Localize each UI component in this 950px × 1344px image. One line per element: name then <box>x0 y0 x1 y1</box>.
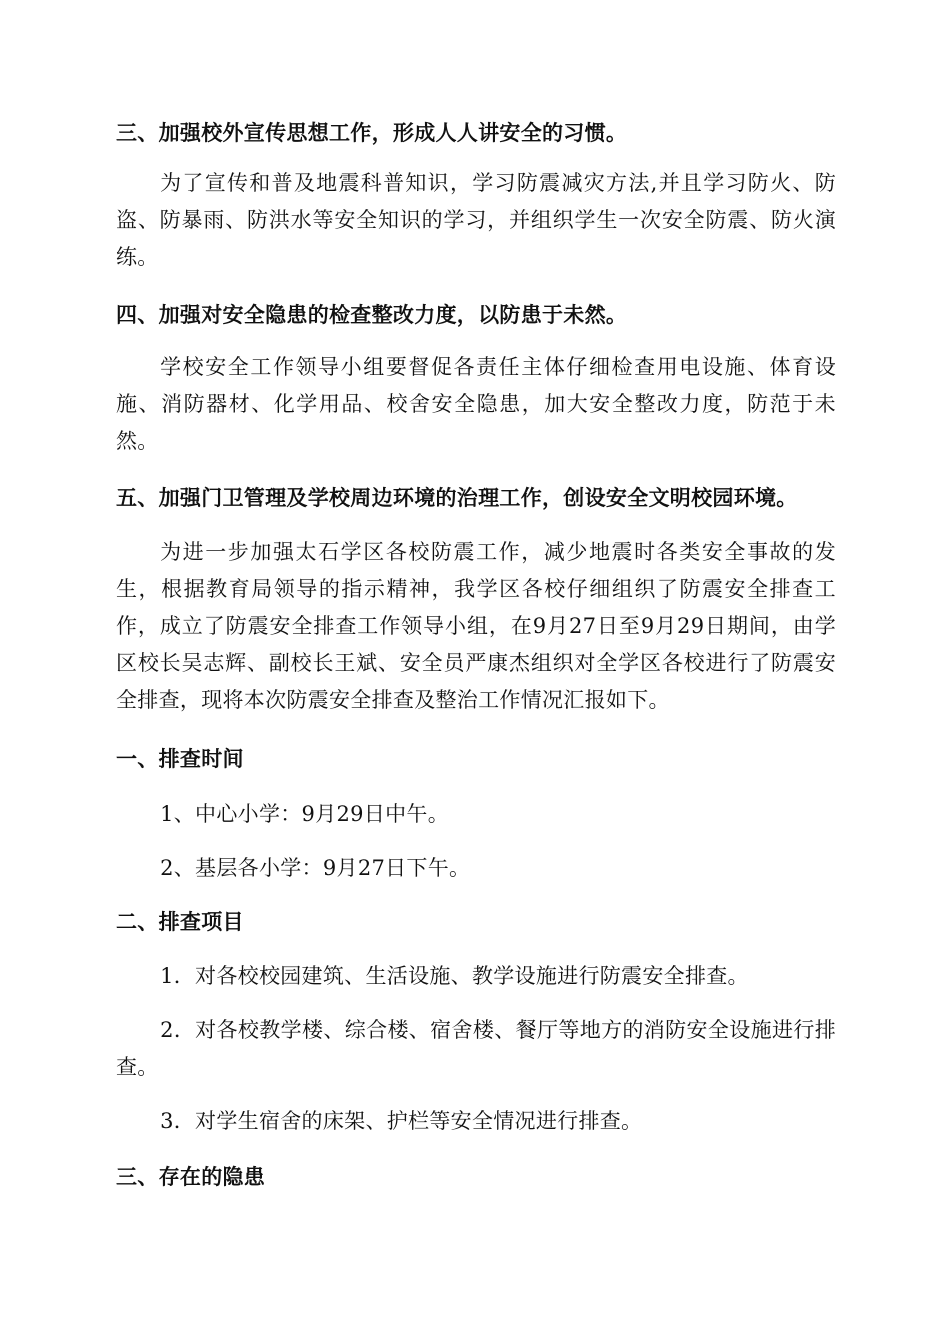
paragraph-inspection: 学校安全工作领导小组要督促各责任主体仔细检查用电设施、体育设施、消防器材、化学用品、校舍安全隐患，加大安全整改力度，防范于未然。 <box>116 355 836 453</box>
section-heading-4-inspection: 四、加强对安全隐患的检查整改力度，以防患于未然。 <box>116 302 628 327</box>
section-heading-1-time: 一、排查时间 <box>116 746 244 771</box>
paragraph-time-1: 1、中心小学：9月29日中午。 <box>160 802 450 826</box>
paragraph-report-intro: 为进一步加强太石学区各校防震工作，减少地震时各类安全事故的发生，根据教育局领导的指示精神，我学区各校仔细组织了防震安全排查工作，成立了防震安全排查工作领导小组，在9月27日至9月29日期间，由学区校长吴志辉、副校长王斌、安全员严康杰组织对全学区各校进行了防震安全排查，现将本次防震安全排查及整治工作情况汇报如下。 <box>116 540 836 712</box>
section-heading-3-publicity: 三、加强校外宣传思想工作，形成人人讲安全的习惯。 <box>116 120 628 145</box>
paragraph-publicity: 为了宣传和普及地震科普知识，学习防震减灾方法,并且学习防火、防盗、防暴雨、防洪水等安全知识的学习，并组织学生一次安全防震、防火演练。 <box>116 171 836 269</box>
paragraph-item-3: 3．对学生宿舍的床架、护栏等安全情况进行排查。 <box>160 1109 643 1133</box>
paragraph-item-1: 1．对各校校园建筑、生活设施、教学设施进行防震安全排查。 <box>160 964 749 988</box>
section-heading-5-campus-environment: 五、加强门卫管理及学校周边环境的治理工作，创设安全文明校园环境。 <box>116 485 798 510</box>
section-heading-2-items: 二、排查项目 <box>116 909 244 934</box>
section-heading-3-hazards: 三、存在的隐患 <box>116 1164 266 1189</box>
paragraph-item-2: 2．对各校教学楼、综合楼、宿舍楼、餐厅等地方的消防安全设施进行排查。 <box>116 1018 836 1079</box>
paragraph-time-2: 2、基层各小学：9月27日下午。 <box>160 856 471 880</box>
